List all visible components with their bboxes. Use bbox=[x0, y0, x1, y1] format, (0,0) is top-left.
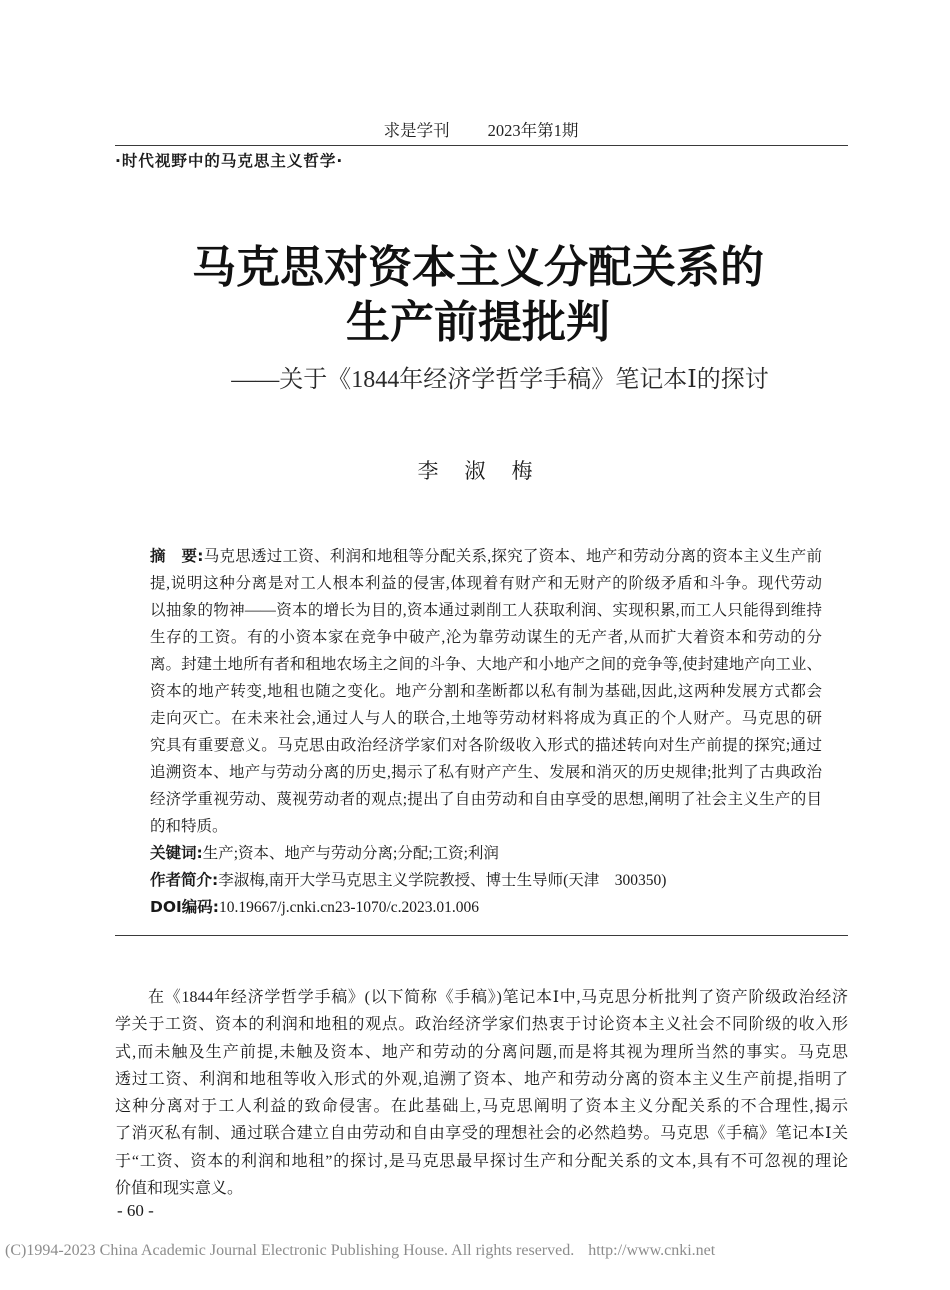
abstract-line: 生存的工资。有的小资本家在竞争中破产,沦为靠劳动谋生的无产者,从而扩大着资本和劳动的分 bbox=[150, 629, 822, 646]
abstract-line bbox=[150, 543, 822, 570]
doi-line bbox=[150, 894, 822, 921]
copyright-text: (C)1994-2023 China Academic Journal Electronic Publishing House. All rights reserved. bbox=[5, 1242, 575, 1259]
title-line-2: 生产前提批判 bbox=[346, 297, 610, 348]
keywords-text: 生产;资本、地产与劳动分离;分配;工资;利润 bbox=[202, 845, 499, 862]
doi-text: 10.19667/j.cnki.cn23-1070/c.2023.01.006 bbox=[219, 899, 480, 916]
abstract-line: 追溯资本、地产与劳动分离的历史,揭示了私有财产产生、发展和消灭的历史规律;批判了古典政治 bbox=[150, 764, 822, 781]
issue-label: 2023年第1期 bbox=[487, 121, 579, 140]
title-line-1: 马克思对资本主义分配关系的 bbox=[192, 242, 764, 293]
abstract-line: 离。封建土地所有者和租地农场主之间的斗争、大地产和小地产之间的竞争等,使封建地产向工业、 bbox=[150, 656, 822, 673]
author-name: 李淑梅 bbox=[417, 459, 559, 483]
abstract-line: 经济学重视劳动、蔑视劳动者的观点;提出了自由劳动和自由享受的思想,阐明了社会主义生产的目 bbox=[150, 791, 822, 808]
body-paragraph bbox=[115, 984, 848, 1202]
abstract-line: 以抽象的物神——资本的增长为目的,资本通过剥削工人获取利润、实现积累,而工人只能得到维持 bbox=[150, 602, 822, 619]
abstract-line: 提,说明这种分离是对工人根本利益的侵害,体现着有财产和无财产的阶级矛盾和斗争。现代劳动 bbox=[150, 575, 822, 592]
body-line: 透过工资、利润和地租等收入形式的外观,追溯了资本、地产和劳动分离的资本主义生产前提,指明了 bbox=[115, 1070, 848, 1088]
abstract-text: 马克思透过工资、利润和地租等分配关系,探究了资本、地产和劳动分离的资本主义生产前 bbox=[203, 548, 822, 565]
article-subtitle: ——关于《1844年经济学哲学手稿》笔记本Ⅰ的探讨 bbox=[231, 367, 769, 393]
abstract-line: 究具有重要意义。马克思由政治经济学家们对各阶级收入形式的描述转向对生产前提的探究;通过 bbox=[150, 737, 822, 754]
journal-name: 求是学刊 bbox=[383, 121, 450, 140]
abstract-rule bbox=[115, 935, 848, 936]
keywords-line bbox=[150, 840, 822, 867]
abstract-line: 的和特质。 bbox=[150, 818, 228, 835]
copyright-footer bbox=[5, 1240, 905, 1262]
body-line: 在《1844年经济学哲学手稿》(以下简称《手稿》)笔记本Ⅰ中,马克思分析批判了资产阶级政治经济 bbox=[148, 989, 848, 1006]
author-bio-line bbox=[150, 867, 822, 894]
page-number: - 60 - bbox=[117, 1201, 154, 1220]
body-line: 这种分离对于工人利益的致命侵害。在此基础上,马克思阐明了资本主义分配关系的不合理性,揭示 bbox=[115, 1098, 848, 1116]
body-line: 于“工资、资本的利润和地租”的探讨,是马克思最早探讨生产和分配关系的文本,具有不可忽视的理论 bbox=[115, 1152, 848, 1170]
abstract-line: 走向灭亡。在未来社会,通过人与人的联合,土地等劳动材料将成为真正的个人财产。马克思的研 bbox=[150, 710, 822, 727]
body-line: 价值和现实意义。 bbox=[115, 1180, 244, 1198]
article-title bbox=[6, 240, 950, 350]
keywords-label: 关键词: bbox=[150, 844, 203, 862]
footer-url: http://www.cnki.net bbox=[588, 1242, 716, 1259]
author-bio-label: 作者简介: bbox=[150, 871, 219, 889]
author-bio-text: 李淑梅,南开大学马克思主义学院教授、博士生导师(天津 300350) bbox=[218, 872, 667, 889]
abstract-block bbox=[150, 543, 822, 921]
abstract-line: 资本的地产转变,地租也随之变化。地产分割和垄断都以私有制为基础,因此,这两种发展方式都会 bbox=[150, 683, 822, 700]
header-rule bbox=[115, 145, 848, 146]
body-line: 了消灭私有制、通过联合建立自由劳动和自由享受的理想社会的必然趋势。马克思《手稿》笔记本Ⅰ关 bbox=[115, 1125, 848, 1143]
section-tag: ·时代视野中的马克思主义哲学· bbox=[115, 152, 344, 170]
abstract-label: 摘 要: bbox=[150, 547, 204, 565]
running-header bbox=[12, 120, 950, 142]
body-line: 式,而未触及生产前提,未触及资本、地产和劳动的分离问题,而是将其视为理所当然的事实。马克思 bbox=[115, 1043, 848, 1061]
doi-label: DOI编码: bbox=[150, 898, 220, 916]
body-line: 学关于工资、资本的利润和地租的观点。政治经济学家们热衷于讨论资本主义社会不同阶级的收入形 bbox=[115, 1016, 848, 1034]
